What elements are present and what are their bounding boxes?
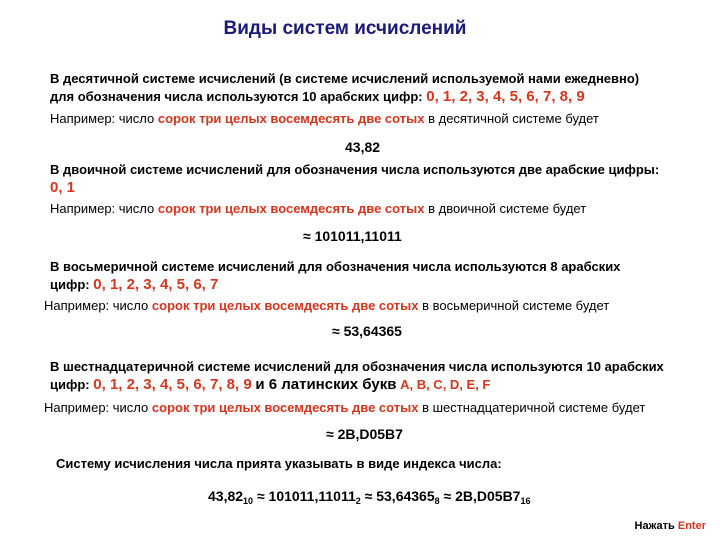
- decimal-result: 43,82: [345, 139, 381, 155]
- hex-letters: A, B, C, D, E, F: [400, 377, 491, 392]
- octal-desc-text: цифр:: [50, 277, 90, 292]
- decimal-desc-line1: В десятичной системе исчислений (в системе исчислений используемой нами ежедневно): [50, 71, 640, 86]
- hex-mid-text: и 6 латинских букв: [255, 376, 397, 393]
- index-formula: [208, 488, 531, 504]
- decimal-digits: 0, 1, 2, 3, 4, 5, 6, 7, 8, 9: [426, 88, 585, 105]
- binary-example: [50, 200, 586, 218]
- formula-binary: ≈ 101011,11011: [256, 488, 356, 504]
- hex-example-number: сорок три целых восемдесять две сотых: [151, 400, 419, 415]
- octal-example: [44, 297, 609, 315]
- hex-result: ≈ 2B,D05B7: [326, 426, 403, 442]
- next-slide-hint[interactable]: [635, 520, 706, 532]
- formula-binary-base: 2: [355, 496, 361, 506]
- binary-digits: 0, 1: [50, 179, 76, 196]
- hex-example: [44, 399, 645, 417]
- hex-example-pre: Например: число: [44, 400, 149, 415]
- formula-octal: ≈ 53,64365: [364, 488, 435, 504]
- octal-example-number: сорок три целых восемдесять две сотых: [151, 298, 419, 313]
- binary-example-post: в двоичной системе будет: [428, 201, 587, 216]
- octal-digits: 0, 1, 2, 3, 4, 5, 6, 7: [93, 276, 219, 293]
- decimal-example-post: в десятичной системе будет: [428, 111, 599, 126]
- hex-desc-line1: В шестнадцатеричной системе исчислений для обозначения числа используются 10 арабских: [50, 359, 664, 374]
- hex-desc-text: цифр:: [50, 377, 90, 392]
- binary-example-number: сорок три целых восемдесять две сотых: [157, 201, 425, 216]
- hex-desc-line2: [50, 376, 490, 394]
- octal-result: ≈ 53,64365: [332, 323, 402, 339]
- hex-example-post: в шестнадцатеричной системе будет: [422, 400, 646, 415]
- octal-example-post: в восьмеричной системе будет: [422, 298, 610, 313]
- next-slide-label: Нажать: [634, 520, 675, 532]
- formula-decimal-base: 10: [243, 496, 254, 506]
- decimal-desc-line2: [50, 88, 585, 106]
- formula-hex-base: 16: [520, 496, 531, 506]
- hex-digits: 0, 1, 2, 3, 4, 5, 6, 7, 8, 9: [93, 376, 252, 393]
- decimal-example-number: сорок три целых восемдесять две сотых: [157, 111, 425, 126]
- slide-title: Виды систем исчислений: [223, 18, 467, 39]
- formula-decimal: 43,82: [208, 488, 244, 504]
- binary-result: ≈ 101011,11011: [303, 228, 402, 244]
- enter-key-label: Enter: [677, 520, 706, 532]
- binary-example-pre: Например: число: [50, 201, 155, 216]
- index-note: Систему исчисления числа прията указывать в виде индекса числа:: [56, 456, 502, 471]
- formula-hex: ≈ 2B,D05B7: [443, 488, 521, 504]
- octal-desc-line1: В восьмеричной системе исчислений для обозначения числа используются 8 арабских: [50, 259, 621, 274]
- decimal-desc-text: для обозначения числа используются 10 арабских цифр:: [50, 89, 423, 104]
- octal-desc-line2: [50, 276, 218, 294]
- decimal-example-pre: Например: число: [50, 111, 155, 126]
- octal-example-pre: Например: число: [44, 298, 149, 313]
- formula-octal-base: 8: [434, 496, 440, 506]
- binary-desc-line1: В двоичной системе исчислений для обозначения числа используются две арабские цифры:: [50, 162, 660, 177]
- binary-digits-line: [50, 179, 75, 197]
- decimal-example: [50, 110, 599, 128]
